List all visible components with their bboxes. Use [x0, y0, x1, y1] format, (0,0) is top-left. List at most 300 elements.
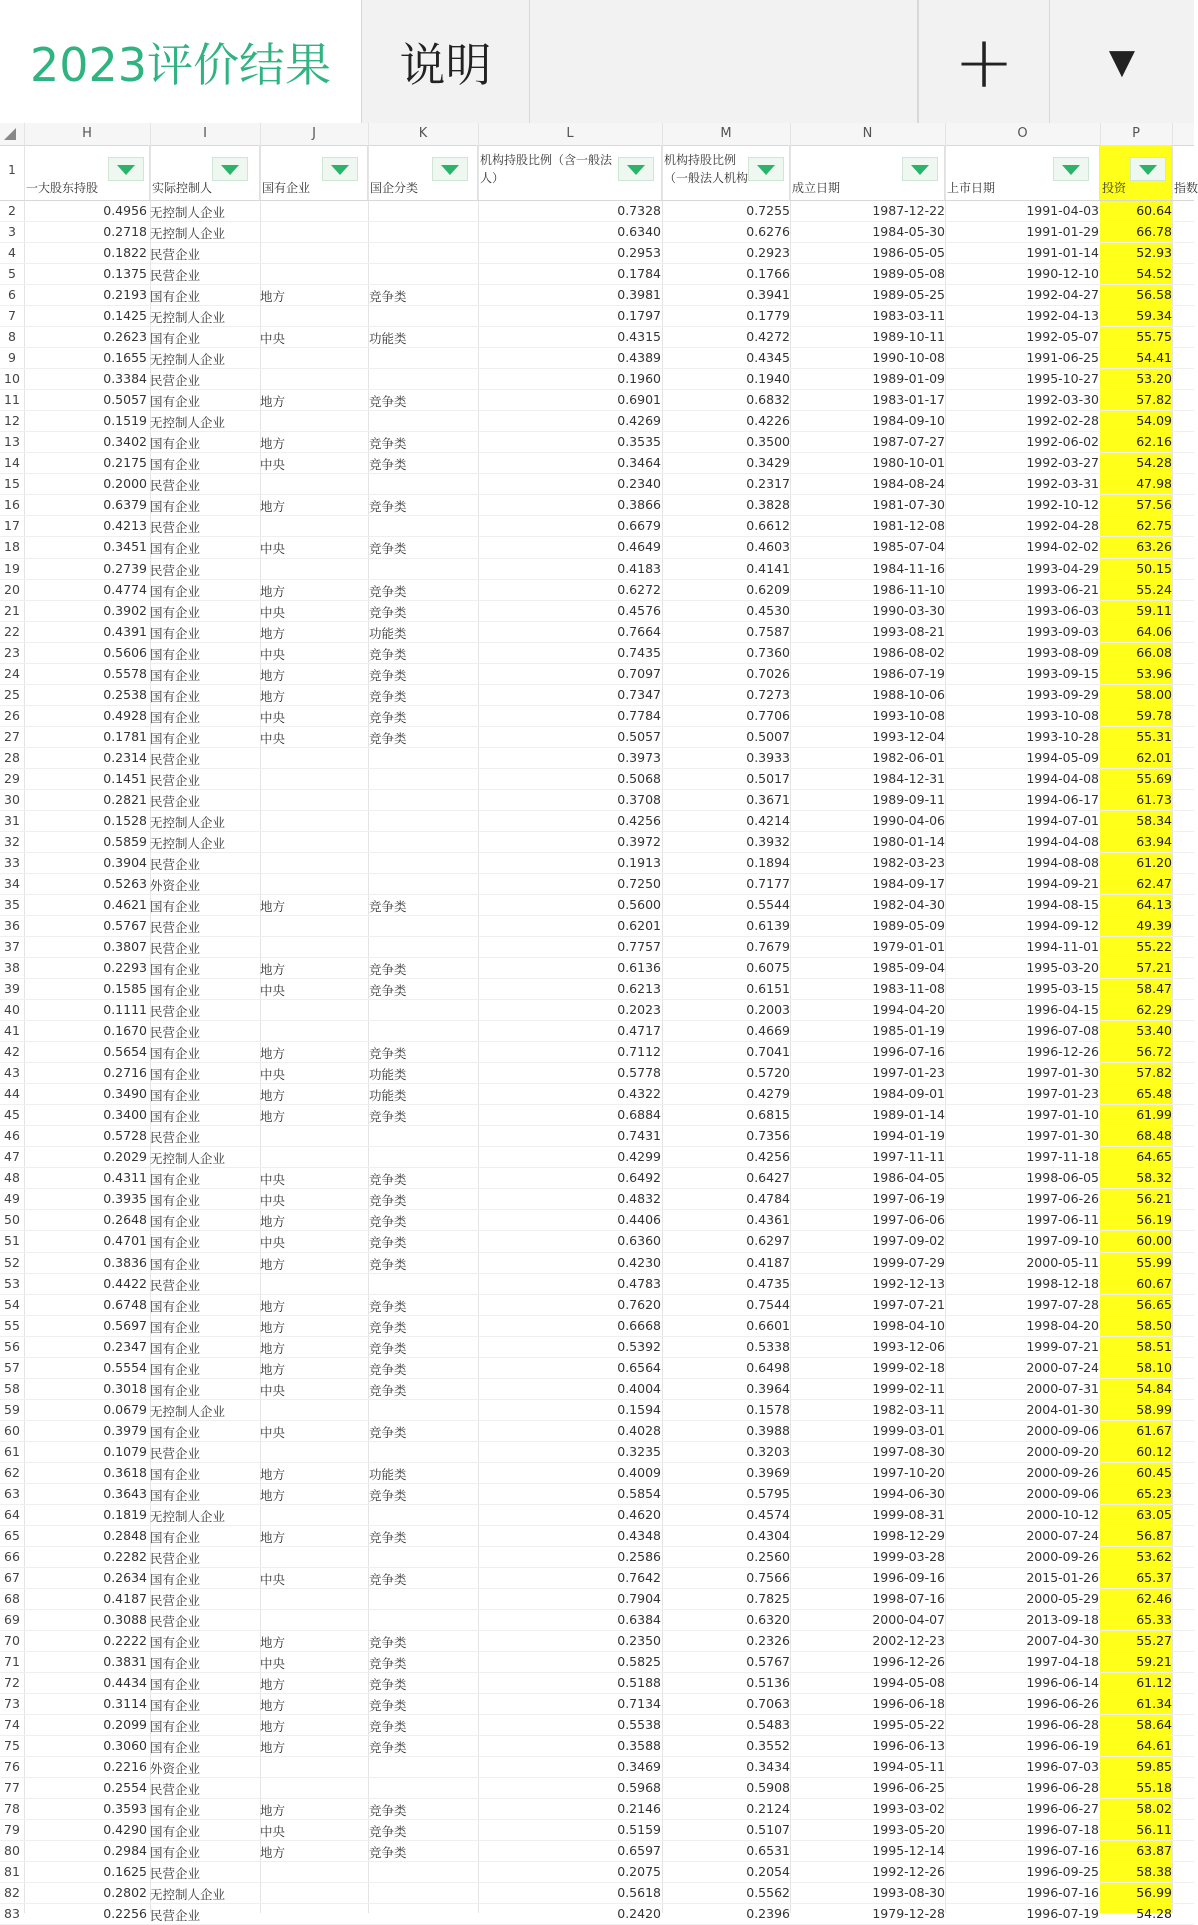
cell-listing-date[interactable]: 1997-06-11 [1026, 1212, 1099, 1228]
cell-major-shareholder-ratio[interactable]: 0.4621 [103, 896, 147, 912]
cell-listing-date[interactable]: 2000-07-31 [1026, 1380, 1099, 1396]
cell-major-shareholder-ratio[interactable]: 0.6748 [103, 1296, 147, 1312]
table-row[interactable] [0, 1777, 1194, 1798]
cell-investment-index[interactable]: 59.21 [1136, 1654, 1172, 1670]
cell-investment-index[interactable]: 55.31 [1136, 728, 1172, 744]
cell-soe-level[interactable]: 地方 [260, 1214, 286, 1230]
cell-investment-index[interactable]: 54.09 [1136, 413, 1172, 429]
cell-soe-category[interactable]: 竞争类 [369, 1571, 407, 1587]
cell-listing-date[interactable]: 1992-05-07 [1026, 329, 1099, 345]
filter-icon[interactable] [1053, 157, 1089, 181]
cell-founding-date[interactable]: 1997-10-20 [872, 1464, 945, 1480]
cell-actual-controller[interactable]: 民营企业 [150, 1130, 201, 1146]
cell-founding-date[interactable]: 1999-03-28 [872, 1548, 945, 1564]
cell-institutional-holding[interactable]: 0.6201 [617, 918, 661, 934]
table-row[interactable] [0, 494, 1194, 515]
cell-investment-index[interactable]: 60.67 [1136, 1275, 1172, 1291]
table-row[interactable] [0, 1041, 1194, 1062]
cell-actual-controller[interactable]: 国有企业 [150, 1571, 201, 1587]
cell-founding-date[interactable]: 1985-09-04 [872, 960, 945, 976]
cell-major-shareholder-ratio[interactable]: 0.2716 [103, 1065, 147, 1081]
table-row[interactable] [0, 1315, 1194, 1336]
cell-major-shareholder-ratio[interactable]: 0.2099 [103, 1717, 147, 1733]
cell-founding-date[interactable]: 1982-06-01 [872, 749, 945, 765]
cell-soe-category[interactable]: 竞争类 [369, 1740, 407, 1756]
cell-investment-index[interactable]: 57.82 [1136, 1065, 1172, 1081]
cell-listing-date[interactable]: 1993-09-15 [1026, 665, 1099, 681]
col-letter-n[interactable]: N [862, 126, 873, 141]
cell-listing-date[interactable]: 1992-03-31 [1026, 476, 1099, 492]
table-row[interactable] [0, 579, 1194, 600]
cell-actual-controller[interactable]: 民营企业 [150, 268, 201, 284]
cell-founding-date[interactable]: 1994-05-08 [872, 1675, 945, 1691]
cell-actual-controller[interactable]: 民营企业 [150, 1025, 201, 1041]
cell-founding-date[interactable]: 1997-01-23 [872, 1065, 945, 1081]
cell-actual-controller[interactable]: 国有企业 [150, 1172, 201, 1188]
cell-actual-controller[interactable]: 国有企业 [150, 1067, 201, 1083]
filter-icon[interactable] [748, 157, 784, 181]
cell-institutional-holding-general[interactable]: 0.7063 [746, 1696, 790, 1712]
cell-investment-index[interactable]: 58.50 [1136, 1317, 1172, 1333]
cell-institutional-holding-general[interactable]: 0.7706 [746, 707, 790, 723]
cell-investment-index[interactable]: 58.38 [1136, 1864, 1172, 1880]
cell-investment-index[interactable]: 65.33 [1136, 1612, 1172, 1627]
cell-institutional-holding-general[interactable]: 0.6832 [746, 392, 790, 408]
table-row[interactable] [0, 1062, 1194, 1083]
cell-institutional-holding[interactable]: 0.4406 [617, 1212, 661, 1228]
cell-institutional-holding-general[interactable]: 0.7177 [746, 875, 790, 891]
cell-institutional-holding-general[interactable]: 0.7041 [746, 1044, 790, 1060]
cell-listing-date[interactable]: 2000-09-20 [1026, 1443, 1099, 1459]
cell-soe-level[interactable]: 中央 [260, 1656, 286, 1672]
header-investment-index[interactable] [1100, 145, 1172, 200]
cell-soe-category[interactable]: 竞争类 [369, 394, 407, 410]
cell-actual-controller[interactable]: 民营企业 [150, 1592, 201, 1608]
table-row[interactable] [0, 768, 1194, 789]
cell-major-shareholder-ratio[interactable]: 0.1375 [103, 266, 147, 282]
cell-listing-date[interactable]: 2000-09-26 [1026, 1464, 1099, 1480]
header-institutional-holding-general[interactable] [662, 145, 790, 200]
cell-soe-level[interactable]: 中央 [260, 1571, 286, 1587]
cell-actual-controller[interactable]: 民营企业 [150, 1614, 201, 1629]
cell-institutional-holding[interactable]: 0.5618 [617, 1885, 661, 1901]
table-row[interactable] [0, 326, 1194, 347]
cell-actual-controller[interactable]: 国有企业 [150, 499, 201, 515]
cell-listing-date[interactable]: 1992-04-27 [1026, 287, 1099, 303]
cell-investment-index[interactable]: 57.56 [1136, 497, 1172, 513]
cell-major-shareholder-ratio[interactable]: 0.5767 [103, 918, 147, 934]
table-row[interactable] [0, 1546, 1194, 1567]
cell-soe-level[interactable]: 地方 [260, 1466, 286, 1482]
cell-actual-controller[interactable]: 国有企业 [150, 1046, 201, 1062]
cell-soe-category[interactable]: 竞争类 [369, 1193, 407, 1209]
cell-actual-controller[interactable]: 国有企业 [150, 1677, 201, 1693]
cell-investment-index[interactable]: 53.62 [1136, 1548, 1172, 1564]
cell-listing-date[interactable]: 1994-06-17 [1026, 791, 1099, 807]
cell-investment-index[interactable]: 58.47 [1136, 981, 1172, 997]
cell-institutional-holding-general[interactable]: 0.2003 [746, 1002, 790, 1018]
cell-institutional-holding[interactable]: 0.6136 [617, 960, 661, 976]
cell-major-shareholder-ratio[interactable]: 0.2293 [103, 960, 147, 976]
cell-listing-date[interactable]: 1994-04-08 [1026, 770, 1099, 786]
cell-soe-level[interactable]: 地方 [260, 1719, 286, 1735]
cell-soe-level[interactable]: 中央 [260, 604, 286, 620]
cell-soe-level[interactable]: 地方 [260, 499, 286, 515]
cell-listing-date[interactable]: 2004-01-30 [1026, 1401, 1099, 1417]
cell-soe-level[interactable]: 中央 [260, 1172, 286, 1188]
table-row[interactable] [0, 1441, 1194, 1462]
cell-actual-controller[interactable]: 国有企业 [150, 1256, 201, 1272]
cell-founding-date[interactable]: 1995-05-22 [872, 1717, 945, 1733]
cell-soe-level[interactable]: 中央 [260, 1824, 286, 1840]
cell-institutional-holding-general[interactable]: 0.7026 [746, 665, 790, 681]
cell-investment-index[interactable]: 58.51 [1136, 1338, 1172, 1354]
cell-institutional-holding[interactable]: 0.3981 [617, 287, 661, 303]
cell-actual-controller[interactable]: 民营企业 [150, 1550, 201, 1566]
cell-investment-index[interactable]: 56.99 [1136, 1885, 1172, 1901]
table-row[interactable] [0, 999, 1194, 1020]
cell-soe-level[interactable]: 中央 [260, 457, 286, 473]
cell-major-shareholder-ratio[interactable]: 0.4956 [103, 203, 147, 218]
cell-founding-date[interactable]: 1988-10-06 [872, 686, 945, 702]
cell-listing-date[interactable]: 2000-09-06 [1026, 1485, 1099, 1501]
cell-soe-level[interactable]: 中央 [260, 1193, 286, 1209]
cell-listing-date[interactable]: 1998-06-05 [1026, 1170, 1099, 1186]
cell-major-shareholder-ratio[interactable]: 0.3088 [103, 1612, 147, 1627]
table-row[interactable] [0, 389, 1194, 410]
cell-founding-date[interactable]: 1999-07-29 [872, 1254, 945, 1270]
table-row[interactable] [0, 1735, 1194, 1756]
table-row[interactable] [0, 852, 1194, 873]
cell-founding-date[interactable]: 1984-12-31 [872, 770, 945, 786]
cell-soe-level[interactable]: 地方 [260, 688, 286, 704]
cell-soe-level[interactable]: 地方 [260, 625, 286, 641]
filter-icon[interactable] [108, 157, 144, 181]
tab-2023-results[interactable]: 2023评价结果 [0, 0, 362, 123]
cell-institutional-holding[interactable]: 0.4348 [617, 1527, 661, 1543]
table-row[interactable] [0, 536, 1194, 557]
cell-institutional-holding[interactable]: 0.2146 [617, 1801, 661, 1817]
cell-investment-index[interactable]: 60.00 [1136, 1233, 1172, 1249]
cell-listing-date[interactable]: 1996-04-15 [1026, 1002, 1099, 1018]
cell-institutional-holding-general[interactable]: 0.3933 [746, 749, 790, 765]
cell-founding-date[interactable]: 1999-02-11 [872, 1380, 945, 1396]
cell-investment-index[interactable]: 55.22 [1136, 939, 1172, 955]
cell-investment-index[interactable]: 53.20 [1136, 371, 1172, 387]
cell-institutional-holding-general[interactable]: 0.2124 [746, 1801, 790, 1817]
cell-actual-controller[interactable]: 国有企业 [150, 1088, 201, 1104]
cell-soe-category[interactable]: 竞争类 [369, 1340, 407, 1356]
cell-institutional-holding-general[interactable]: 0.6427 [746, 1170, 790, 1186]
cell-founding-date[interactable]: 1997-08-30 [872, 1443, 945, 1459]
cell-investment-index[interactable]: 54.28 [1136, 1906, 1172, 1922]
cell-institutional-holding-general[interactable]: 0.6276 [746, 224, 790, 240]
cell-investment-index[interactable]: 53.96 [1136, 665, 1172, 681]
cell-soe-category[interactable]: 竞争类 [369, 1214, 407, 1230]
cell-institutional-holding[interactable]: 0.7328 [617, 203, 661, 218]
cell-institutional-holding[interactable]: 0.2586 [617, 1548, 661, 1564]
cell-soe-category[interactable]: 竞争类 [369, 646, 407, 662]
cell-listing-date[interactable]: 1996-07-03 [1026, 1759, 1099, 1775]
cell-institutional-holding-general[interactable]: 0.5483 [746, 1717, 790, 1733]
table-row[interactable] [0, 347, 1194, 368]
cell-institutional-holding[interactable]: 0.7134 [617, 1696, 661, 1712]
cell-institutional-holding[interactable]: 0.4315 [617, 329, 661, 345]
cell-soe-level[interactable]: 地方 [260, 1340, 286, 1356]
cell-listing-date[interactable]: 1998-12-18 [1026, 1275, 1099, 1291]
header-institutional-holding[interactable] [478, 145, 662, 200]
cell-soe-level[interactable]: 地方 [260, 1361, 286, 1377]
cell-investment-index[interactable]: 55.75 [1136, 329, 1172, 345]
cell-soe-category[interactable]: 竞争类 [369, 898, 407, 914]
cell-founding-date[interactable]: 1999-03-01 [872, 1422, 945, 1438]
cell-actual-controller[interactable]: 无控制人企业 [150, 205, 226, 220]
cell-institutional-holding[interactable]: 0.7112 [617, 1044, 661, 1060]
cell-investment-index[interactable]: 56.65 [1136, 1296, 1172, 1312]
cell-institutional-holding-general[interactable]: 0.7255 [746, 203, 790, 218]
cell-soe-category[interactable]: 竞争类 [369, 457, 407, 473]
cell-listing-date[interactable]: 1993-09-03 [1026, 623, 1099, 639]
cell-institutional-holding-general[interactable]: 0.6531 [746, 1843, 790, 1859]
cell-major-shareholder-ratio[interactable]: 0.5728 [103, 1128, 147, 1144]
cell-institutional-holding[interactable]: 0.6597 [617, 1843, 661, 1859]
cell-founding-date[interactable]: 2002-12-23 [872, 1633, 945, 1649]
cell-major-shareholder-ratio[interactable]: 0.2634 [103, 1569, 147, 1585]
cell-actual-controller[interactable]: 国有企业 [150, 604, 201, 620]
cell-actual-controller[interactable]: 国有企业 [150, 1824, 201, 1840]
cell-soe-category[interactable]: 竞争类 [369, 1698, 407, 1714]
tab-notes[interactable]: 说明 [362, 0, 530, 123]
cell-soe-level[interactable]: 中央 [260, 983, 286, 999]
cell-major-shareholder-ratio[interactable]: 0.3902 [103, 602, 147, 618]
cell-founding-date[interactable]: 1981-12-08 [872, 518, 945, 534]
cell-listing-date[interactable]: 2000-05-29 [1026, 1590, 1099, 1606]
cell-listing-date[interactable]: 1997-01-30 [1026, 1128, 1099, 1144]
table-row[interactable] [0, 284, 1194, 305]
cell-actual-controller[interactable]: 民营企业 [150, 1782, 201, 1798]
header-listing-date[interactable] [945, 145, 1100, 200]
cell-institutional-holding-general[interactable]: 0.4345 [746, 350, 790, 366]
cell-investment-index[interactable]: 62.47 [1136, 875, 1172, 891]
cell-institutional-holding-general[interactable]: 0.4279 [746, 1086, 790, 1102]
cell-founding-date[interactable]: 1995-12-14 [872, 1843, 945, 1859]
cell-listing-date[interactable]: 1996-06-27 [1026, 1801, 1099, 1817]
cell-soe-category[interactable]: 竞争类 [369, 730, 407, 746]
cell-institutional-holding-general[interactable]: 0.7825 [746, 1590, 790, 1606]
cell-institutional-holding[interactable]: 0.5159 [617, 1822, 661, 1838]
cell-actual-controller[interactable]: 国有企业 [150, 583, 201, 599]
cell-listing-date[interactable]: 2000-07-24 [1026, 1527, 1099, 1543]
cell-investment-index[interactable]: 64.13 [1136, 896, 1172, 912]
cell-institutional-holding[interactable]: 0.1960 [617, 371, 661, 387]
filter-icon[interactable] [902, 157, 938, 181]
cell-institutional-holding-general[interactable]: 0.1766 [746, 266, 790, 282]
cell-actual-controller[interactable]: 民营企业 [150, 1866, 201, 1882]
cell-actual-controller[interactable]: 民营企业 [150, 562, 201, 578]
cell-listing-date[interactable]: 1997-01-30 [1026, 1065, 1099, 1081]
cell-institutional-holding[interactable]: 0.4717 [617, 1023, 661, 1039]
cell-soe-level[interactable]: 中央 [260, 331, 286, 347]
cell-soe-category[interactable]: 功能类 [369, 625, 407, 641]
cell-soe-level[interactable]: 地方 [260, 962, 286, 978]
cell-major-shareholder-ratio[interactable]: 0.4290 [103, 1822, 147, 1838]
cell-soe-level[interactable]: 地方 [260, 1740, 286, 1756]
cell-listing-date[interactable]: 1996-06-28 [1026, 1780, 1099, 1796]
cell-soe-level[interactable]: 地方 [260, 1256, 286, 1272]
cell-founding-date[interactable]: 1993-12-06 [872, 1338, 945, 1354]
cell-institutional-holding-general[interactable]: 0.7544 [746, 1296, 790, 1312]
table-row[interactable] [0, 936, 1194, 957]
cell-institutional-holding[interactable]: 0.6668 [617, 1317, 661, 1333]
cell-founding-date[interactable]: 1996-06-18 [872, 1696, 945, 1712]
filter-icon[interactable] [212, 157, 248, 181]
cell-major-shareholder-ratio[interactable]: 0.2802 [103, 1885, 147, 1901]
cell-major-shareholder-ratio[interactable]: 0.3114 [103, 1696, 147, 1712]
cell-soe-level[interactable]: 地方 [260, 1046, 286, 1062]
header-soe-category[interactable] [368, 145, 478, 200]
cell-major-shareholder-ratio[interactable]: 0.1425 [103, 308, 147, 324]
cell-investment-index[interactable]: 54.84 [1136, 1380, 1172, 1396]
cell-founding-date[interactable]: 1986-08-02 [872, 644, 945, 660]
cell-soe-level[interactable]: 中央 [260, 1382, 286, 1398]
cell-listing-date[interactable]: 1991-01-29 [1026, 224, 1099, 240]
cell-investment-index[interactable]: 50.15 [1136, 560, 1172, 576]
col-letter-p[interactable]: P [1132, 126, 1140, 141]
table-row[interactable] [0, 621, 1194, 642]
cell-institutional-holding-general[interactable]: 0.3988 [746, 1422, 790, 1438]
table-row[interactable] [0, 1462, 1194, 1483]
cell-listing-date[interactable]: 1992-04-13 [1026, 308, 1099, 324]
cell-soe-level[interactable]: 地方 [260, 1109, 286, 1125]
cell-listing-date[interactable]: 2007-04-30 [1026, 1633, 1099, 1649]
cell-institutional-holding-general[interactable]: 0.2054 [746, 1864, 790, 1880]
cell-founding-date[interactable]: 1997-09-02 [872, 1233, 945, 1249]
cell-major-shareholder-ratio[interactable]: 0.5578 [103, 665, 147, 681]
table-row[interactable] [0, 558, 1194, 579]
cell-institutional-holding[interactable]: 0.4832 [617, 1191, 661, 1207]
cell-institutional-holding[interactable]: 0.7435 [617, 644, 661, 660]
cell-actual-controller[interactable]: 国有企业 [150, 1635, 201, 1651]
table-row[interactable] [0, 1125, 1194, 1146]
cell-institutional-holding-general[interactable]: 0.4669 [746, 1023, 790, 1039]
cell-soe-category[interactable]: 竞争类 [369, 1529, 407, 1545]
cell-major-shareholder-ratio[interactable]: 0.1528 [103, 812, 147, 828]
header-state-owned[interactable] [260, 145, 368, 200]
cell-founding-date[interactable]: 1984-08-24 [872, 476, 945, 492]
cell-major-shareholder-ratio[interactable]: 0.2623 [103, 329, 147, 345]
cell-listing-date[interactable]: 1996-06-28 [1026, 1717, 1099, 1733]
cell-founding-date[interactable]: 1987-12-22 [872, 203, 945, 218]
cell-institutional-holding[interactable]: 0.6340 [617, 224, 661, 240]
cell-investment-index[interactable]: 58.02 [1136, 1801, 1172, 1817]
cell-major-shareholder-ratio[interactable]: 0.2984 [103, 1843, 147, 1859]
cell-actual-controller[interactable]: 民营企业 [150, 1445, 201, 1461]
cell-institutional-holding-general[interactable]: 0.5562 [746, 1885, 790, 1901]
cell-actual-controller[interactable]: 国有企业 [150, 436, 201, 452]
cell-major-shareholder-ratio[interactable]: 0.3384 [103, 371, 147, 387]
cell-listing-date[interactable]: 1993-10-08 [1026, 707, 1099, 723]
cell-major-shareholder-ratio[interactable]: 0.4774 [103, 581, 147, 597]
table-row[interactable] [0, 957, 1194, 978]
cell-investment-index[interactable]: 61.99 [1136, 1107, 1172, 1123]
cell-soe-level[interactable]: 中央 [260, 1067, 286, 1083]
cell-major-shareholder-ratio[interactable]: 0.4422 [103, 1275, 147, 1291]
cell-listing-date[interactable]: 1995-03-15 [1026, 981, 1099, 997]
cell-institutional-holding[interactable]: 0.4620 [617, 1506, 661, 1522]
header-major-shareholder[interactable] [24, 145, 150, 200]
cell-listing-date[interactable]: 1999-07-21 [1026, 1338, 1099, 1354]
cell-investment-index[interactable]: 60.45 [1136, 1464, 1172, 1480]
cell-listing-date[interactable]: 1998-04-20 [1026, 1317, 1099, 1333]
cell-listing-date[interactable]: 1992-06-02 [1026, 434, 1099, 450]
cell-institutional-holding-general[interactable]: 0.5136 [746, 1675, 790, 1691]
table-row[interactable] [0, 1188, 1194, 1209]
cell-soe-category[interactable]: 功能类 [369, 1067, 407, 1083]
cell-soe-level[interactable]: 地方 [260, 1088, 286, 1104]
cell-listing-date[interactable]: 1996-07-18 [1026, 1822, 1099, 1838]
cell-actual-controller[interactable]: 国有企业 [150, 962, 201, 978]
cell-founding-date[interactable]: 1986-05-05 [872, 245, 945, 261]
cell-institutional-holding-general[interactable]: 0.1940 [746, 371, 790, 387]
table-row[interactable] [0, 726, 1194, 747]
cell-founding-date[interactable]: 1984-09-10 [872, 413, 945, 429]
table-row[interactable] [0, 873, 1194, 894]
cell-institutional-holding[interactable]: 0.7642 [617, 1569, 661, 1585]
cell-founding-date[interactable]: 1982-03-11 [872, 1401, 945, 1417]
cell-founding-date[interactable]: 1999-02-18 [872, 1359, 945, 1375]
cell-institutional-holding[interactable]: 0.6272 [617, 581, 661, 597]
cell-actual-controller[interactable]: 无控制人企业 [150, 1151, 226, 1167]
select-all-corner-icon[interactable] [4, 128, 16, 140]
cell-listing-date[interactable]: 2000-09-06 [1026, 1422, 1099, 1438]
cell-founding-date[interactable]: 1990-04-06 [872, 812, 945, 828]
cell-soe-category[interactable]: 竞争类 [369, 499, 407, 515]
cell-actual-controller[interactable]: 国有企业 [150, 1656, 201, 1672]
cell-investment-index[interactable]: 61.34 [1136, 1696, 1172, 1712]
cell-investment-index[interactable]: 56.72 [1136, 1044, 1172, 1060]
cell-actual-controller[interactable]: 无控制人企业 [150, 352, 226, 368]
table-row[interactable] [0, 1357, 1194, 1378]
cell-institutional-holding[interactable]: 0.4028 [617, 1422, 661, 1438]
cell-listing-date[interactable]: 1994-05-09 [1026, 749, 1099, 765]
cell-institutional-holding-general[interactable]: 0.5544 [746, 896, 790, 912]
cell-founding-date[interactable]: 1989-01-14 [872, 1107, 945, 1123]
cell-actual-controller[interactable]: 无控制人企业 [150, 1887, 226, 1903]
cell-major-shareholder-ratio[interactable]: 0.3618 [103, 1464, 147, 1480]
cell-major-shareholder-ratio[interactable]: 0.1655 [103, 350, 147, 366]
cell-major-shareholder-ratio[interactable]: 0.2718 [103, 224, 147, 240]
cell-institutional-holding-general[interactable]: 0.6815 [746, 1107, 790, 1123]
cell-institutional-holding[interactable]: 0.7250 [617, 875, 661, 891]
table-row[interactable] [0, 1252, 1194, 1273]
cell-soe-level[interactable]: 地方 [260, 1487, 286, 1503]
table-row[interactable] [0, 1294, 1194, 1315]
cell-founding-date[interactable]: 1998-12-29 [872, 1527, 945, 1543]
cell-institutional-holding[interactable]: 0.7757 [617, 939, 661, 955]
cell-actual-controller[interactable]: 国有企业 [150, 646, 201, 662]
cell-institutional-holding[interactable]: 0.2350 [617, 1633, 661, 1649]
cell-listing-date[interactable]: 1994-11-01 [1026, 939, 1099, 955]
cell-institutional-holding-general[interactable]: 0.7356 [746, 1128, 790, 1144]
cell-listing-date[interactable]: 1997-04-18 [1026, 1654, 1099, 1670]
table-row[interactable] [0, 1146, 1194, 1167]
cell-institutional-holding-general[interactable]: 0.5908 [746, 1780, 790, 1796]
cell-institutional-holding[interactable]: 0.5825 [617, 1654, 661, 1670]
cell-investment-index[interactable]: 57.21 [1136, 960, 1172, 976]
cell-institutional-holding[interactable]: 0.4269 [617, 413, 661, 429]
cell-institutional-holding-general[interactable]: 0.6601 [746, 1317, 790, 1333]
cell-investment-index[interactable]: 56.11 [1136, 1822, 1172, 1838]
